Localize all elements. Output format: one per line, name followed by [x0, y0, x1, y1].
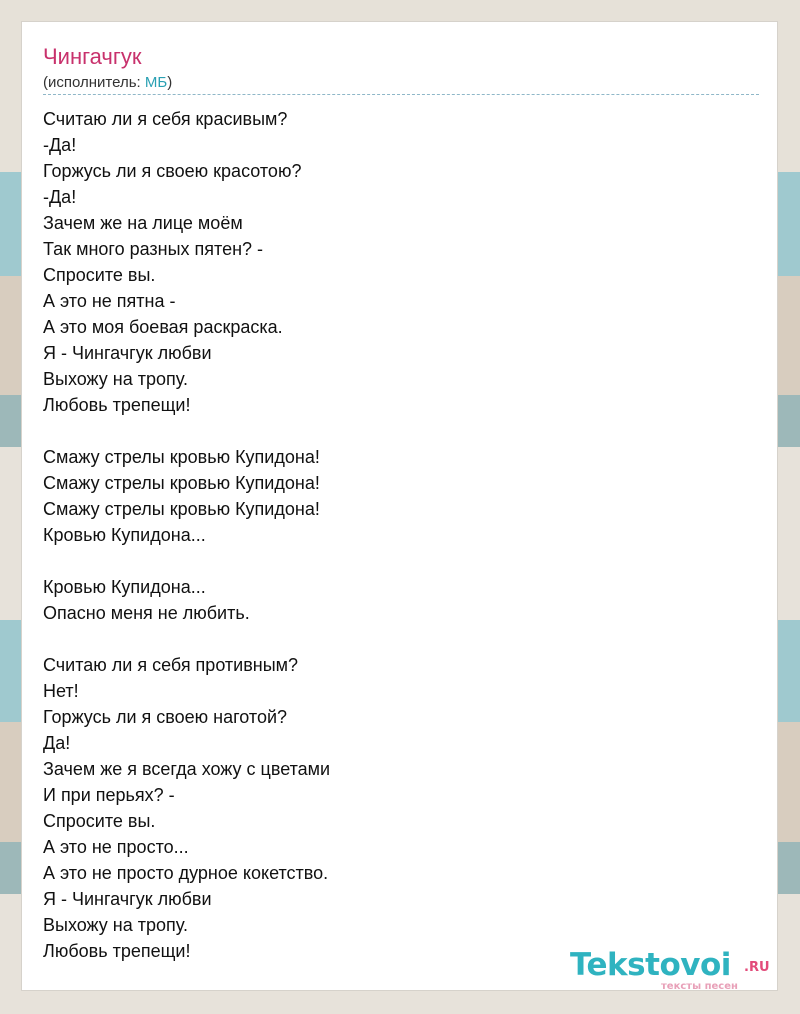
lyric-line: Выхожу на тропу.: [43, 369, 188, 389]
lyric-line: -Да!: [43, 135, 77, 155]
lyric-line: Считаю ли я себя противным?: [43, 655, 299, 675]
lyric-line: Любовь трепещи!: [43, 395, 191, 415]
lyric-line: Зачем же на лице моём: [43, 213, 243, 233]
lyric-line: Кровью Купидона...: [43, 577, 206, 597]
artist-prefix: (исполнитель:: [43, 74, 145, 91]
logo-subtitle: тексты песен: [661, 981, 738, 992]
lyric-line: А это не просто...: [43, 837, 189, 857]
stanza: [43, 652, 759, 964]
lyric-line: Опасно меня не любить.: [43, 603, 250, 623]
lyric-line: Выхожу на тропу.: [43, 915, 188, 935]
lyric-line: Так много разных пятен? -: [43, 239, 264, 259]
lyric-line: Смажу стрелы кровью Купидона!: [43, 447, 320, 467]
artist-line: [43, 74, 172, 92]
lyrics-card: [21, 21, 778, 991]
lyric-line: Горжусь ли я своею красотою?: [43, 161, 302, 181]
stanza: [43, 574, 759, 626]
stanza: [43, 444, 759, 548]
title-divider: [43, 94, 759, 95]
lyric-line: Зачем же я всегда хожу с цветами: [43, 759, 331, 779]
lyric-line: А это не просто дурное кокетство.: [43, 863, 329, 883]
lyric-line: -Да!: [43, 187, 77, 207]
artist-suffix: ): [167, 74, 173, 91]
lyric-line: Спросите вы.: [43, 265, 156, 285]
lyric-line: Я - Чингачгук любви: [43, 343, 212, 363]
lyrics-body: [43, 106, 759, 990]
site-logo[interactable]: [570, 947, 780, 992]
artist-link[interactable]: МБ: [144, 74, 168, 91]
lyric-line: Смажу стрелы кровью Купидона!: [43, 473, 320, 493]
lyric-line: Считаю ли я себя красивым?: [43, 109, 288, 129]
lyric-line: Любовь трепещи!: [43, 941, 191, 961]
lyric-line: Горжусь ли я своею наготой?: [43, 707, 288, 727]
lyric-line: Кровью Купидона...: [43, 525, 206, 545]
stanza: [43, 106, 759, 418]
lyric-line: Да!: [43, 733, 71, 753]
lyric-line: И при перьях? -: [43, 785, 175, 805]
lyric-line: А это не пятна -: [43, 291, 176, 311]
logo-wordmark: Tekstovoi: [570, 947, 731, 983]
lyric-line: Нет!: [43, 681, 79, 701]
lyric-line: Я - Чингачгук любви: [43, 889, 212, 909]
logo-domain: .RU: [744, 960, 770, 975]
lyric-line: Спросите вы.: [43, 811, 156, 831]
lyric-line: Смажу стрелы кровью Купидона!: [43, 499, 320, 519]
song-title: Чингачгук: [43, 44, 142, 69]
lyric-line: А это моя боевая раскраска.: [43, 317, 283, 337]
